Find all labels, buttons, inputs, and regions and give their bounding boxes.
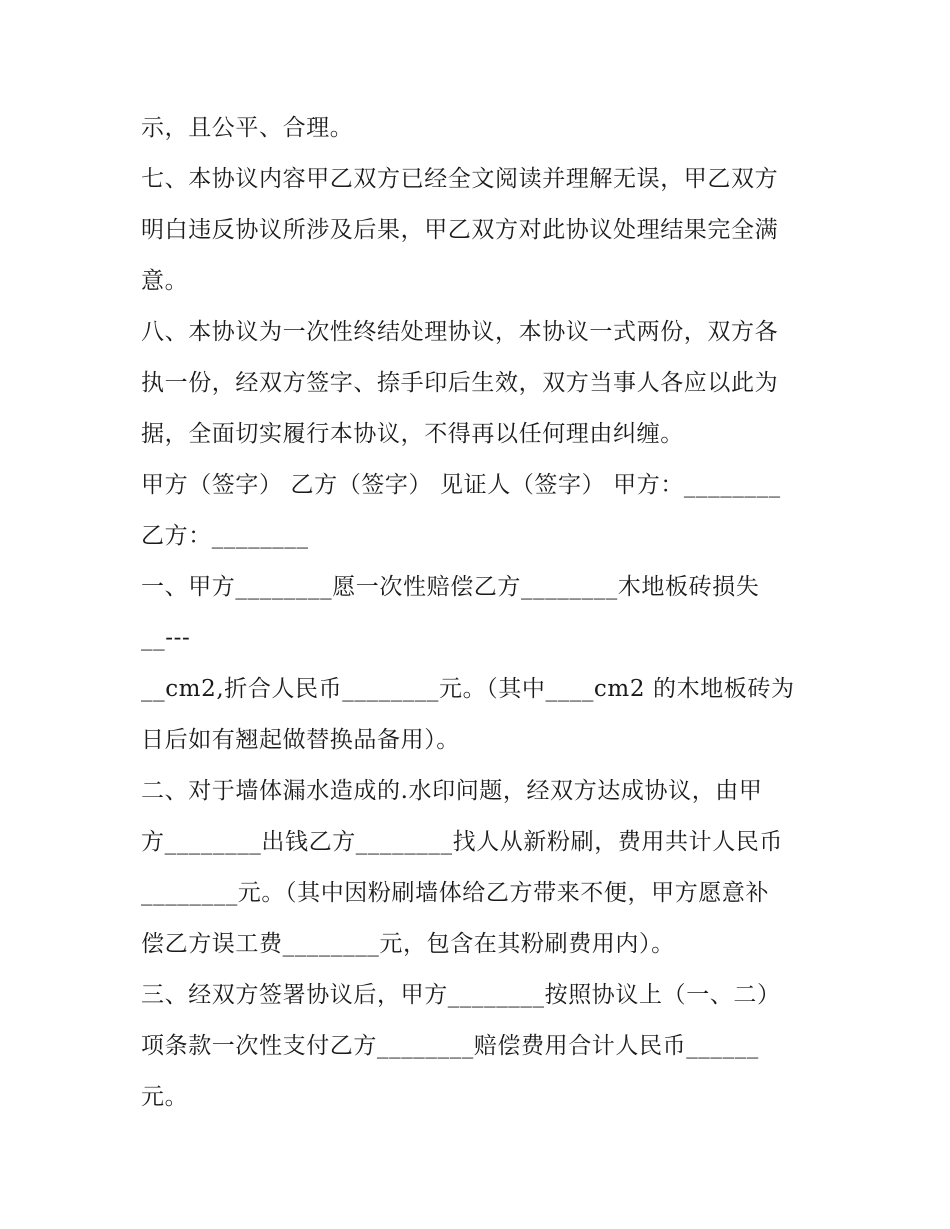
text-line: 据，全面切实履行本协议，不得再以任何理由纠缠。 xyxy=(141,421,684,447)
text-line: 明白违反协议所涉及后果，甲乙双方对此协议处理结果完全满 xyxy=(141,217,779,243)
text-line: 执一份，经双方签字、捺手印后生效，双方当事人各应以此为 xyxy=(141,370,779,396)
text-line: 示，且公平、合理。 xyxy=(141,115,354,141)
text-line: 方________出钱乙方________找人从新粉刷，费用共计人民币 xyxy=(141,829,783,855)
text-line: 八、本协议为一次性终结处理协议，本协议一式两份，双方各 xyxy=(141,319,779,345)
agreement-text xyxy=(141,103,831,1123)
text-line: 元。 xyxy=(141,1084,189,1110)
signature-line: 甲方（签字） 乙方（签字） 见证人（签字） 甲方：________ xyxy=(141,472,781,498)
signature-line: 乙方：________ xyxy=(141,523,309,549)
text-line: 日后如有翘起做替换品备用）。 xyxy=(141,727,460,753)
text-line: 三、经双方签署协议后，甲方________按照协议上（一、二） xyxy=(141,982,781,1008)
text-line: __cm2,折合人民币________元。（其中____cm2 的木地板砖为 xyxy=(141,676,795,702)
text-line: 意。 xyxy=(141,268,189,294)
text-line: ________元。（其中因粉刷墙体给乙方带来不便，甲方愿意补 xyxy=(141,880,770,906)
text-line: 项条款一次性支付乙方________赔偿费用合计人民币______ xyxy=(141,1033,759,1059)
text-line: __--- xyxy=(141,625,191,651)
text-line: 二、对于墙体漏水造成的.水印问题，经双方达成协议，由甲 xyxy=(141,778,763,804)
text-line: 一、甲方________愿一次性赔偿乙方________木地板砖损失 xyxy=(141,574,760,600)
text-line: 偿乙方误工费________元，包含在其粉刷费用内）。 xyxy=(141,931,675,957)
text-line: 七、本协议内容甲乙双方已经全文阅读并理解无误，甲乙双方 xyxy=(141,166,779,192)
